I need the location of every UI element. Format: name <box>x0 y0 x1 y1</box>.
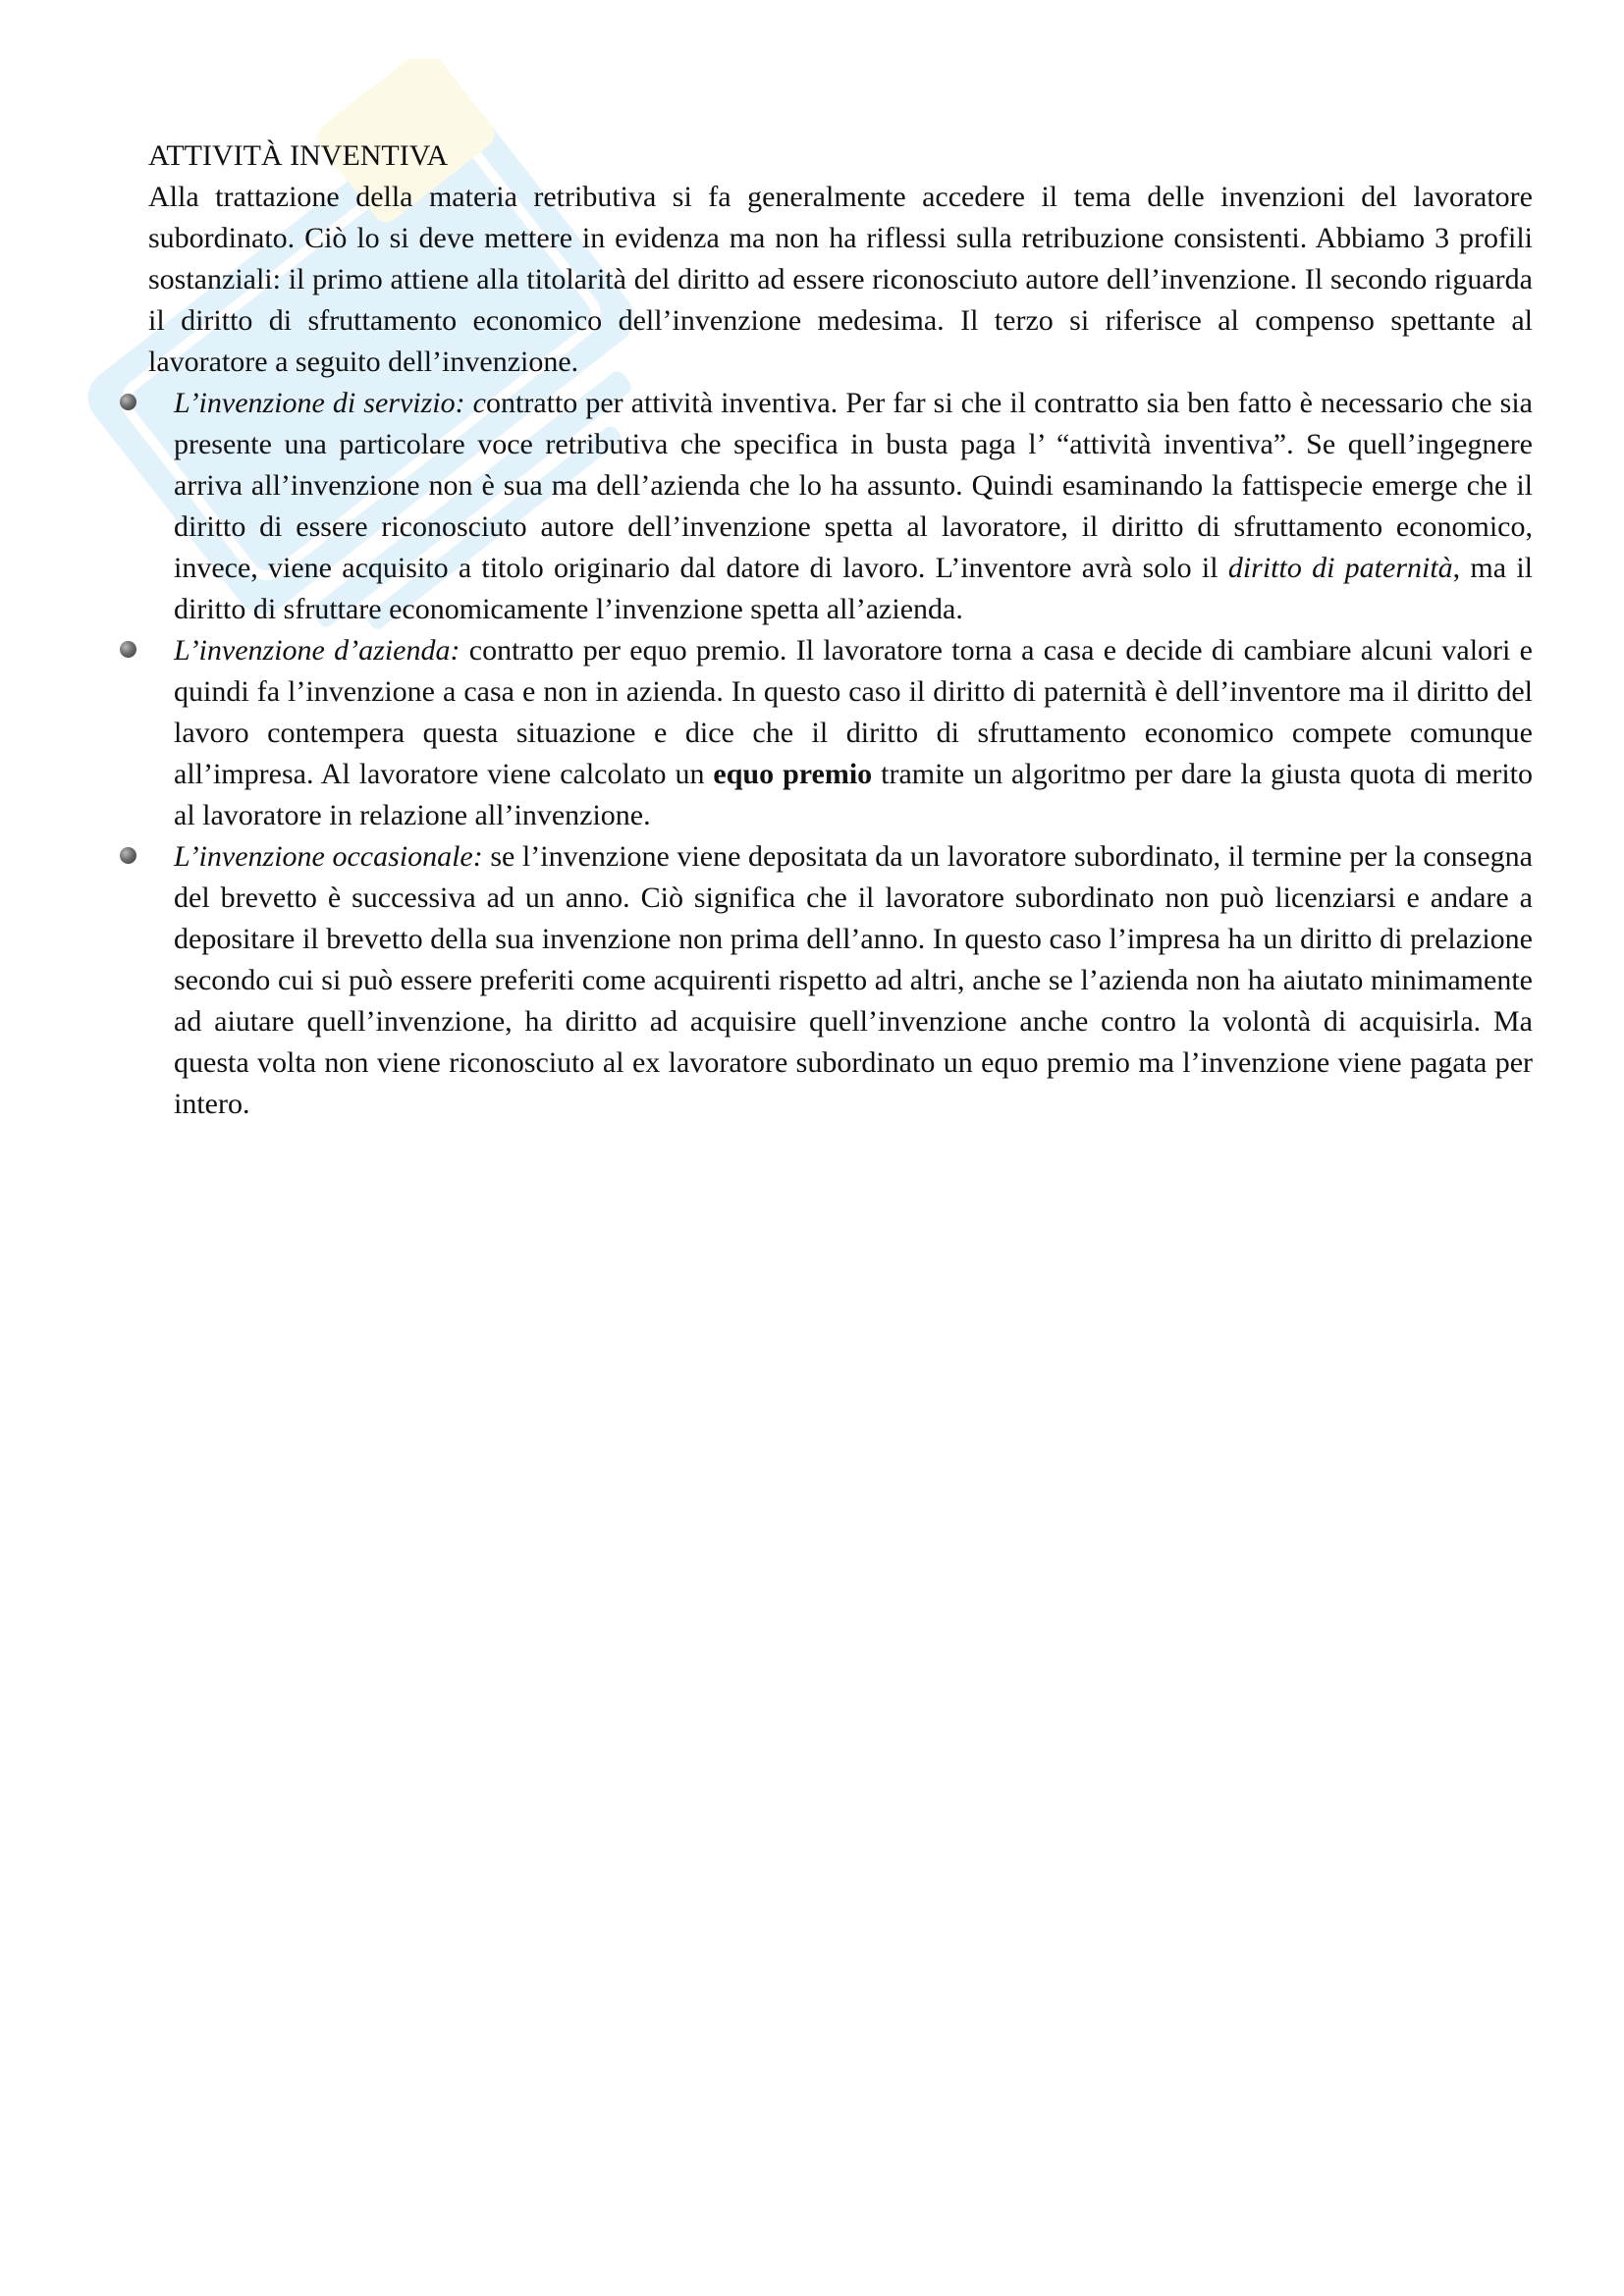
document-title: ATTIVITÀ INVENTIVA <box>148 139 449 172</box>
bullet-icon <box>120 641 136 658</box>
bullet-icon <box>120 847 136 864</box>
bullet-emphasis: diritto di paternità <box>1227 552 1453 584</box>
list-item <box>148 383 1533 630</box>
bullet-lead: L’invenzione di servizio: c <box>174 387 486 419</box>
bullet-list <box>148 383 1533 1125</box>
document-page <box>148 135 1533 1125</box>
bullet-text: tramite un algoritmo per dare la giusta quota di merito al lavoratore in relazione all’invenzione. <box>174 758 1533 831</box>
bullet-text: se l’invenzione viene depositata da un lavoratore subordinato, il termine per la consegna del brevetto è successiva ad un anno. Ciò significa che il lavoratore subordinato non può licenziarsi e andare a depositare il brevetto della sua invenzione non prima dell’anno. In questo caso l’impresa ha un diritto di prelazione secondo cui si può essere preferiti come acquirenti rispetto ad altri, anche se l’azienda non ha aiutato minimamente ad aiutare quell’invenzione, ha diritto ad acquisire quell’invenzione anche contro la volontà di acquisirla. Ma questa volta non viene riconosciuto al ex lavoratore subordinato un equo premio ma l’invenzione viene pagata per intero. <box>174 840 1533 1120</box>
bullet-lead: L’invenzione d’azienda: <box>174 634 460 667</box>
bullet-bold: equo premio <box>713 758 873 790</box>
bullet-icon <box>120 394 136 410</box>
bullet-text: , ma il diritto di sfruttare economicamente l’invenzione spetta all’azienda. <box>174 552 1533 625</box>
intro-paragraph: Alla trattazione della materia retributiva si fa generalmente accedere il tema delle invenzioni del lavoratore subordinato. Ciò lo si deve mettere in evidenza ma non ha riflessi sulla retribuzione consistenti. Abbiamo 3 profili sostanziali: il primo attiene alla titolarità del diritto ad essere riconosciuto autore dell’invenzione. Il secondo riguarda il diritto di sfruttamento economico dell’invenzione medesima. Il terzo si riferisce al compenso spettante al lavoratore a seguito dell’invenzione. <box>148 181 1533 378</box>
bullet-lead: L’invenzione occasionale: <box>174 840 483 873</box>
bullet-text: ontratto per attività inventiva. Per far si che il contratto sia ben fatto è necessario che sia presente una particolare voce retributiva che specifica in busta paga l’ “attività inventiva”. Se quell’ingegnere arriva all’invenzione non è sua ma dell’azienda che lo ha assunto. Quindi esaminando la fattispecie emerge che il diritto di essere riconosciuto autore dell’invenzione spetta al lavoratore, il diritto di sfruttamento economico, invece, viene acquisito a titolo originario dal datore di lavoro. L’inventore avrà solo il <box>174 387 1533 584</box>
list-item <box>148 836 1533 1125</box>
list-item <box>148 630 1533 836</box>
bullet-text: contratto per equo premio. Il lavoratore torna a casa e decide di cambiare alcuni valori e quindi fa l’invenzione a casa e non in azienda. In questo caso il diritto di paternità è dell’inventore ma il diritto del lavoro contempera questa situazione e dice che il diritto di sfruttamento economico compete comunque all’impresa. Al lavoratore viene calcolato un <box>174 634 1533 790</box>
